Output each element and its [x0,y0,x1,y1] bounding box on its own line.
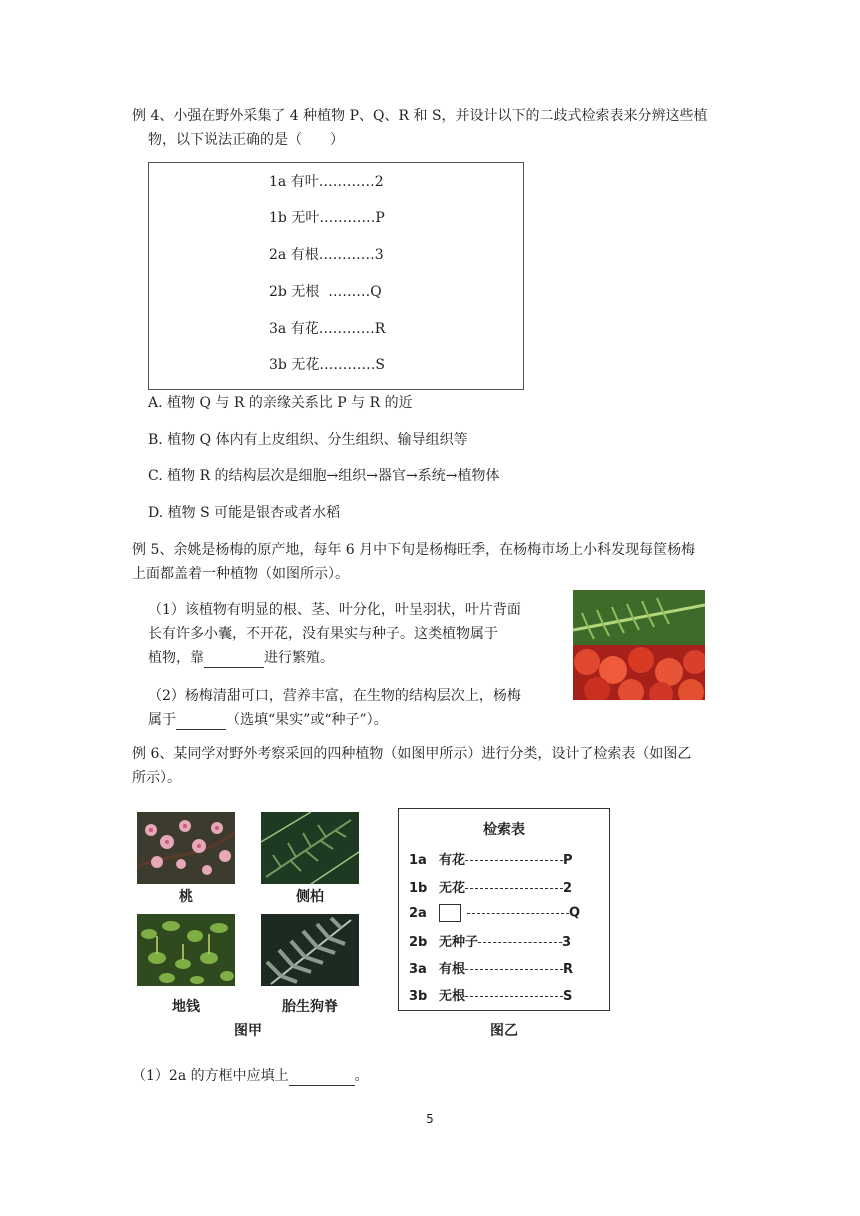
arborvitae-photo [261,812,359,884]
row-code: 2a [409,905,427,921]
q6-subquestion-1 [132,1066,369,1086]
table-row [409,877,572,896]
key-text: 无花 [291,357,320,373]
answer-blank[interactable] [176,713,226,730]
key-dots: ………… [318,247,375,263]
peach-photo [137,812,235,884]
row-code: 1a [409,853,427,868]
key-text: 有叶 [290,174,319,190]
liverwort-icon [137,914,235,986]
answer-blank[interactable] [204,651,264,668]
q6-key-table [398,808,610,1011]
key-target: 2 [374,174,384,190]
row-text: 有根 [439,962,466,977]
row-code: 2b [409,935,428,950]
key-dots: ………… [319,210,376,226]
key-row [269,244,384,264]
row-target: 2 [563,881,573,896]
answer-blank[interactable] [289,1069,355,1086]
row-code: 3a [409,962,427,977]
key-code: 3b [269,357,287,373]
table-row [409,931,571,950]
q4-option-d: D. 植物 S 可能是银杏或者水稻 [148,505,341,521]
q4-stem-line2: 物，以下说法正确的是（ ） [148,132,344,148]
q5-stem-line2: 上面都盖着一种植物（如图所示）。 [132,566,349,582]
q5-text: 进行繁殖。 [264,650,334,666]
key-code: 1b [269,210,287,226]
q5-text: （选填“果实”或“种子”）。 [226,712,388,728]
q5-part1-line3 [148,648,334,668]
q4-dichotomous-key-box [148,162,524,390]
key-dots: ………… [318,174,375,190]
key-row [269,318,385,338]
key-code: 2b [269,284,287,300]
key-row [269,281,382,301]
q5-part1-line1: （1）该植物有明显的根、茎、叶分化，叶呈羽状，叶片背面 [148,602,521,618]
row-target: Q [569,905,581,921]
q5-text: 植物，靠 [148,650,204,666]
caption-arborvitae: 侧柏 [296,889,324,905]
row-target: S [563,989,573,1004]
key-target: S [375,357,385,373]
q5-stem-line1: 例 5、余姚是杨梅的原产地，每年 6 月中下旬是杨梅旺季，在杨梅市场上小科发现每筐杨梅 [132,542,696,558]
key-dots: ………… [319,357,376,373]
dash-line [465,969,563,970]
q5-part2-line1: （2）杨梅清甜可口，营养丰富，在生物的结构层次上，杨梅 [148,688,521,704]
liverwort-photo [137,914,235,986]
row-target: P [563,853,573,868]
caption-liverwort: 地钱 [172,999,200,1015]
q5-text: 属于 [148,712,176,728]
key-text: 有根 [290,247,319,263]
key-row [269,207,385,227]
key-code: 3a [269,321,287,337]
key-target: P [375,210,385,226]
table-row [409,985,572,1004]
key-target: Q [370,284,382,300]
blank-square-box[interactable] [439,904,461,922]
q4-option-b: B. 植物 Q 体内有上皮组织、分生组织、输导组织等 [148,432,468,448]
fern-leaf-icon [261,914,359,986]
row-target: 3 [562,935,572,950]
row-text: 无花 [439,881,466,896]
key-text: 无叶 [291,210,320,226]
row-text: 无种子 [439,935,479,950]
row-code: 3b [409,989,428,1004]
key-text: 无根 [291,284,320,300]
q6-stem-line1: 例 6、某同学对野外考察采回的四种植物（如图甲所示）进行分类，设计了检索表（如图乙 [132,746,692,762]
page-number: 5 [426,1112,434,1126]
fern-bayberry-photo [573,590,705,700]
peach-blossom-icon [137,812,235,884]
key-code: 2a [269,247,287,263]
row-code: 1b [409,881,428,896]
dash-line [465,860,563,861]
q5-part1-line2: 长有许多小囊，不开花，没有果实与种子。这类植物属于 [148,626,498,642]
q6-text: （1）2a 的方框中应填上 [132,1068,289,1084]
key-target: R [374,321,386,337]
key-dots: ………… [318,321,375,337]
key-code: 1a [269,174,287,190]
caption-fern: 胎生狗脊 [282,999,338,1015]
table-row [409,904,580,922]
q4-stem-line1: 例 4、小强在野外采集了 4 种植物 P、Q、R 和 S，并设计以下的二歧式检索表来分辨这些植 [132,108,708,124]
dash-line [465,996,563,997]
q4-option-a: A. 植物 Q 与 R 的亲缘关系比 P 与 R 的近 [148,395,413,411]
dash-line [467,913,569,914]
key-table-title: 检索表 [483,822,525,838]
row-text: 有花 [439,853,466,868]
dash-line [465,888,563,889]
row-text: 无根 [439,989,466,1004]
arborvitae-icon [261,812,359,884]
figure-b-label: 图乙 [490,1023,518,1039]
caption-peach: 桃 [179,889,193,905]
key-row [269,354,385,374]
fern-bayberry-photo-icon [573,590,705,700]
key-dots: ……… [319,284,371,300]
key-target: 3 [374,247,384,263]
figure-a-label: 图甲 [234,1023,262,1039]
table-row [409,958,573,977]
dash-line [478,942,562,943]
q5-part2-line2 [148,710,388,730]
fern-photo [261,914,359,986]
q4-option-c: C. 植物 R 的结构层次是细胞→组织→器官→系统→植物体 [148,468,500,484]
key-row [269,171,384,191]
table-row [409,849,573,868]
q6-stem-line2: 所示）。 [132,770,181,786]
row-target: R [563,962,574,977]
key-text: 有花 [290,321,319,337]
q6-text: 。 [354,1068,369,1084]
